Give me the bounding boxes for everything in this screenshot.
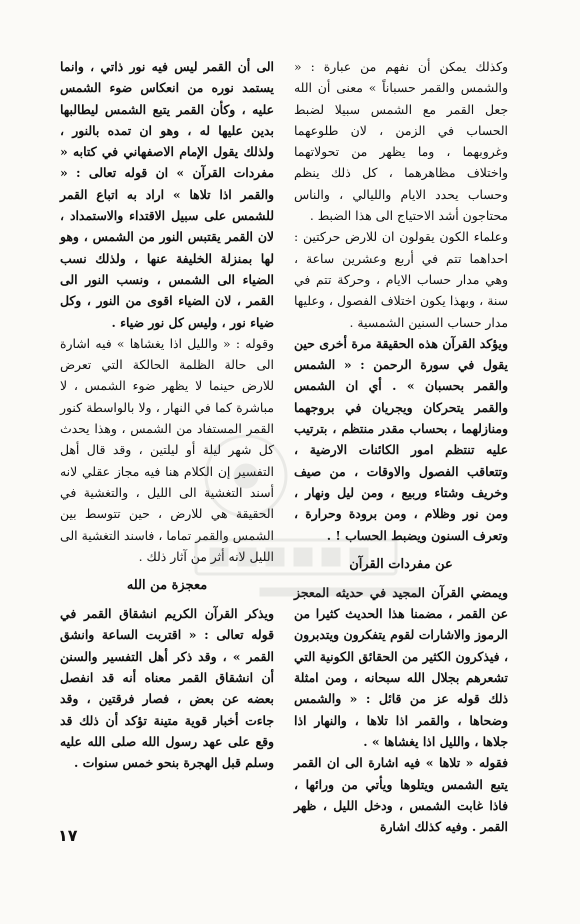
left-column <box>60 56 274 774</box>
paragraph: ويذكر القرآن الكريم انشقاق القمر في قوله تعالى : « اقتربت الساعة وانشق القمر » ، وقد ذكر أهل التفسير والسنن أن انشقاق القمر معناه أنه قد انفصل بعضه عن بعض ، فصار فرقتين ، وقد جاءت أخبار قوية متينة تؤكد أن ذلك قد وقع على عهد رسول الله صلى الله عليه وسلم قبل الهجرة بنحو خمس سنوات . <box>60 606 274 771</box>
section-heading: معجزة من الله <box>126 578 208 594</box>
section-heading: عن مفردات القرآن <box>349 556 453 572</box>
right-column <box>294 56 508 837</box>
page-number: ١٧ <box>58 826 78 845</box>
paragraph: وكذلك يمكن أن نفهم من عبارة : « والشمس والقمر حسباناً » معنى أن الله جعل القمر مع الشمس سبيلا لضبط الحساب في الزمن ، لان طلوعهما وغروبهما ، وما يظهر من تحولاتهما واختلاف مظاهرهما ، كل ذلك ينظم وحساب يحدد الايام والليالي ، والناس محتاجون أشد الاحتياج الى هذا الضبط . <box>294 59 508 224</box>
paragraph: ويمضي القرآن المجيد في حديثه المعجز عن القمر ، مضمنا هذا الحديث كثيرا من الرموز والاشارات لقوم يتفكرون ويتدبرون ، فيذكرون الكثير من الحقائق الكونية التي تشعرهم بجلال الله سبحانه ، ومن امثلة ذلك قوله عز من قائل : « والشمس وضحاها ، والقمر اذا تلاها ، والنهار اذا جلاها ، والليل اذا يغشاها » . <box>294 584 508 749</box>
paragraph: فقوله « تلاها » فيه اشارة الى ان القمر يتبع الشمس ويتلوها ويأتي من ورائها ، فاذا غابت الشمس ، ودخل الليل ، ظهر القمر . وفيه كذلك اشارة <box>294 755 508 835</box>
paragraph: وقوله : « والليل اذا يغشاها » فيه اشارة الى حالة الظلمة الحالكة التي تعرض للارض حينما لا يظهر ضوء الشمس ، لا مباشرة كما في النهار ، ولا بالواسطة كنور القمر المستفاد من الشمس ، وهذا يحدث كل شهر ليلة أو ليلتين ، وقد قال أهل التفسير إن الكلام هنا فيه مجاز عقلي لانه أسند التغشية الى الليل ، والتغشية في الحقيقة هي للارض ، حين تتوسط بين الشمس والقمر تماما ، فاسند التغشية الى الليل لانه أثر من آثار ذلك . <box>60 335 274 564</box>
paragraph: الى أن القمر ليس فيه نور ذاتي ، وانما يستمد نوره من انعكاس ضوء الشمس عليه ، وكأن القمر يتبع الشمس ليطالبها بدين عليها له ، وهو ان تمده بالنور ، ولذلك يقول الإمام الاصفهاني في كتابه « مفردات القرآن » ان قوله تعالى : « والقمر اذا تلاها » اراد به اتباع القمر للشمس على سبيل الاقتداء والاستمداد ، لان القمر يقتبس النور من الشمس ، وهو لها بمنزلة الخليفة عنها ، ولذلك نسب الضياء الى الشمس ، ونسب النور الى القمر ، لان الضياء اقوى من النور ، وكل ضياء نور ، وليس كل نور ضياء . <box>60 59 274 330</box>
paragraph: وعلماء الكون يقولون ان للارض حركتين : احداهما تتم في أربع وعشرين ساعة ، وهي مدار حساب الايام ، وحركة تتم في سنة ، وبهذا يكون اختلاف الفصول ، وعليها مدار حساب السنين الشمسية . <box>294 229 508 330</box>
paragraph: ويؤكد القرآن هذه الحقيقة مرة أخرى حين يقول في سورة الرحمن : « الشمس والقمر بحسبان » . أي ان الشمس والقمر يتحركان ويجريان في بروجهما ومنازلهما ، بحساب مقدر منتظم ، بترتيب عليه تنتظم امور الكائنات الارضية ، وتتعاقب الفصول والاوقات ، من صيف وخريف وشتاء وربيع ، ومن ليل ونهار ، ومن نور وظلام ، ومن برودة وحرارة ، وتعرف السنون ويضبط الحساب ! . <box>294 335 508 543</box>
